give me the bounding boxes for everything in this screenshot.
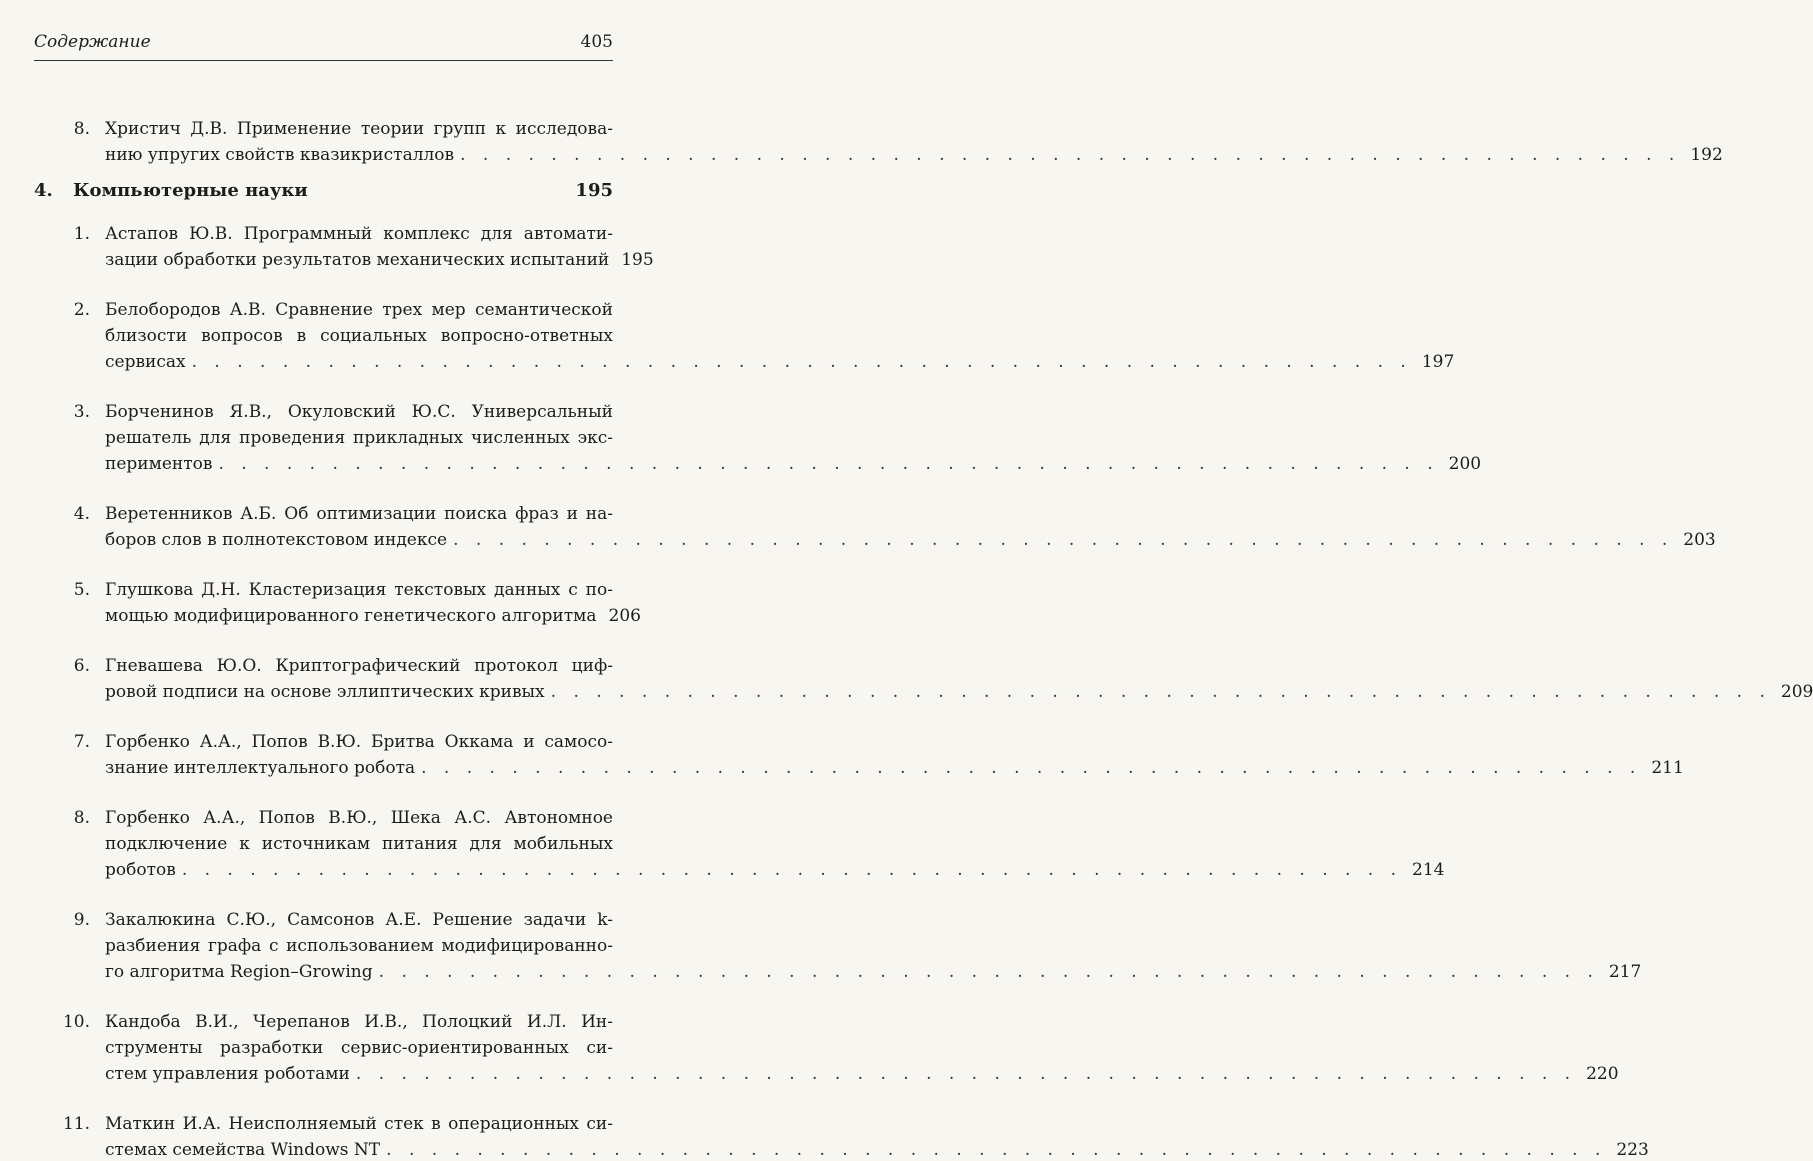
entry-text-line: зации обработки результатов механических испытаний	[105, 250, 610, 270]
dot-leader	[551, 681, 1771, 703]
section-heading	[34, 180, 613, 201]
entry-text-line: разбиения графа с использованием модифицированно-	[105, 936, 613, 956]
entry-page-number: 211	[1651, 758, 1684, 778]
entry-number: 8.	[73, 119, 90, 139]
entry-text-line: сервисах	[105, 352, 186, 372]
entry-text-line: знание интеллектуального робота	[105, 758, 416, 778]
entry-text-line: Закалюкина С.Ю., Самсонов А.Е. Решение задачи k-	[105, 910, 613, 930]
entry-page-number: 192	[1690, 145, 1723, 165]
entry-number: 11.	[62, 1114, 90, 1134]
entry-last-line	[105, 1063, 1619, 1085]
entry-text-line: подключение к источникам питания для мобильных	[105, 834, 613, 854]
entry-page-number: 203	[1683, 530, 1716, 550]
section-page: 195	[575, 180, 613, 201]
entry-text-line: Астапов Ю.В. Программный комплекс для автомати-	[105, 224, 613, 244]
entry-last-line	[105, 961, 1642, 983]
dot-leader	[460, 144, 1680, 166]
entry-text-line: ровой подписи на основе эллиптических кривых	[105, 682, 545, 702]
entry-text-line: Глушкова Д.Н. Кластеризация текстовых данных с по-	[105, 580, 613, 600]
section-number: 4.	[34, 180, 53, 201]
entry-last-line	[105, 453, 1482, 475]
entry-number: 9.	[73, 910, 90, 930]
entry-text-line: Горбенко А.А., Попов В.Ю. Бритва Оккама и самосо-	[105, 732, 613, 752]
entry-text-line: боров слов в полнотекстовом индексе	[105, 530, 448, 550]
entry-text-line: нию упругих свойств квазикристаллов	[105, 145, 455, 165]
dot-leader	[421, 757, 1641, 779]
entry-text-line: Веретенников А.Б. Об оптимизации поиска фраз и на-	[105, 504, 613, 524]
running-title: Содержание	[34, 32, 151, 52]
entry-text-line: Кандоба В.И., Черепанов И.В., Полоцкий И.Л. Ин-	[105, 1012, 613, 1032]
entry-last-line	[105, 529, 1716, 551]
entry-number: 6.	[73, 656, 90, 676]
entry-last-line	[105, 1139, 1649, 1161]
entry-last-line	[105, 605, 641, 627]
entry-text-line: Белобородов А.В. Сравнение трех мер семантической	[105, 300, 613, 320]
dot-leader	[386, 1139, 1606, 1161]
page-number: 405	[580, 32, 613, 52]
entry-last-line	[105, 681, 1813, 703]
dot-leader	[218, 453, 1438, 475]
entry-text-line: стем управления роботами	[105, 1064, 350, 1084]
entry-last-line	[105, 249, 654, 271]
dot-leader	[453, 529, 1673, 551]
header-rule	[34, 60, 613, 61]
entry-last-line	[105, 859, 1445, 881]
entry-page-number: 206	[608, 606, 641, 626]
dot-leader	[182, 859, 1402, 881]
entry-text-line: Христич Д.В. Применение теории групп к исследова-	[105, 119, 613, 139]
entry-text-line: мощью модифицированного генетического алгоритма	[105, 606, 597, 626]
entry-number: 5.	[73, 580, 90, 600]
entry-text-line: периментов	[105, 454, 213, 474]
entry-page-number: 217	[1608, 962, 1642, 982]
section-title: Компьютерные науки	[73, 180, 308, 201]
entry-page-number: 223	[1616, 1140, 1649, 1160]
dot-leader	[356, 1063, 1576, 1085]
entry-text-line: го алгоритма Region–Growing	[105, 962, 373, 982]
entry-text-line: близости вопросов в социальных вопросно-ответных	[105, 326, 613, 346]
entry-last-line	[105, 757, 1684, 779]
entry-number: 10.	[62, 1012, 90, 1032]
entry-number: 8.	[73, 808, 90, 828]
entry-text-line: решатель для проведения прикладных численных экс-	[105, 428, 613, 448]
entry-page-number: 195	[621, 250, 654, 270]
entry-number: 1.	[73, 224, 90, 244]
entry-number: 7.	[73, 732, 90, 752]
entry-page-number: 200	[1448, 454, 1482, 474]
entry-text-line: Горбенко А.А., Попов В.Ю., Шека А.С. Автономное	[105, 808, 613, 828]
entry-page-number: 220	[1586, 1064, 1619, 1084]
entry-text-line: стемах семейства Windows NT	[105, 1140, 381, 1160]
page-header	[34, 32, 613, 52]
dot-leader	[192, 351, 1412, 373]
entry-text-line: Маткин И.А. Неисполняемый стек в операционных си-	[105, 1114, 613, 1134]
entry-last-line	[105, 144, 1723, 166]
entry-page-number: 209	[1780, 682, 1813, 702]
entry-text-line: струменты разработки сервис-ориентированных си-	[105, 1038, 613, 1058]
dot-leader	[379, 961, 1599, 983]
entry-page-number: 214	[1412, 860, 1445, 880]
entry-number: 3.	[73, 402, 90, 422]
entry-text-line: Гневашева Ю.О. Криптографический протокол циф-	[105, 656, 613, 676]
entry-last-line	[105, 351, 1455, 373]
entry-page-number: 197	[1421, 352, 1455, 372]
entry-number: 4.	[73, 504, 90, 524]
entry-number: 2.	[73, 300, 90, 320]
entry-text-line: роботов	[105, 860, 176, 880]
entry-text-line: Борченинов Я.В., Окуловский Ю.С. Универсальный	[105, 402, 613, 422]
